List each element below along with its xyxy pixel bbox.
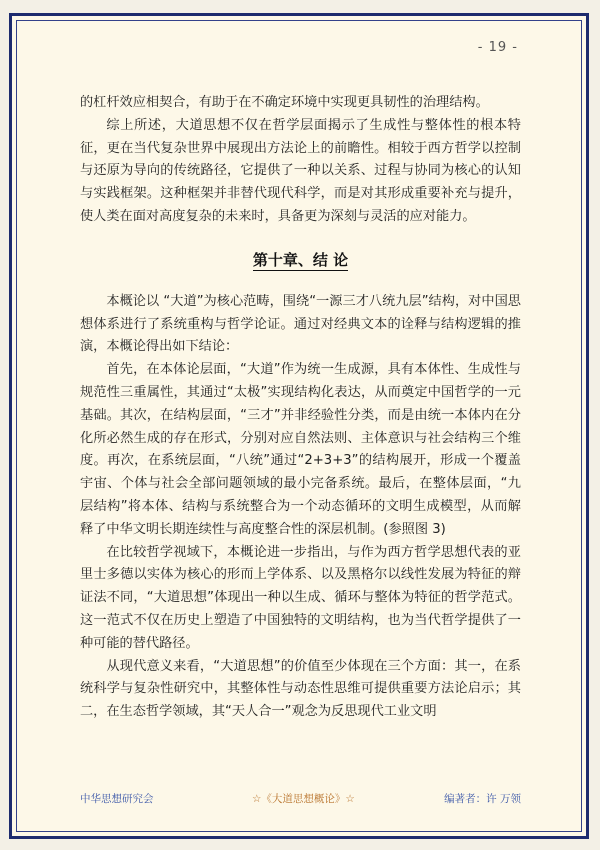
page-body bbox=[80, 92, 521, 724]
footer-book-title: ☆《大道思想概论》☆ bbox=[252, 793, 355, 805]
chapter-title: 第十章、结 论 bbox=[252, 250, 349, 269]
paragraph-4: 从现代意义来看，“大道思想”的价值至少体现在三个方面：其一，在系统科学与复杂性研究中，其整体性与动态性思维可提供重要方法论启示；其二，在生态哲学领域，其“天人合一”观念为反思现代工业文明 bbox=[80, 658, 521, 720]
footer-organization: 中华思想研究会 bbox=[80, 793, 154, 805]
chapter-heading bbox=[80, 249, 521, 271]
paragraph-2: 首先，在本体论层面，“大道”作为统一生成源，具有本体性、生成性与规范性三重属性，其通过“太极”实现结构化表达，从而奠定中国哲学的一元基础。其次，在结构层面，“三才”并非经验性分类，而是由统一本体内在分化所必然生成的存在形式，分别对应自然法则、主体意识与社会结构三个维度。再次，在系统层面，“八统”通过“2+3+3”的结构展开，形成一个覆盖宇宙、个体与社会全部问题领域的最小完备系统。最后，在整体层面，“九层结构”将本体、结构与系统整合为一个动态循环的文明生成模型，从而解释了中华文明长期连续性与高度整合性的深层机制。(参照图 3) bbox=[80, 362, 521, 537]
page-footer bbox=[80, 791, 521, 809]
paragraph-3: 在比较哲学视域下，本概论进一步指出，与作为西方哲学思想代表的亚里士多德以实体为核心的形而上学体系、以及黑格尔以线性发展为特征的辩证法不同，“大道思想”体现出一种以生成、循环与整体为特征的哲学范式。这一范式不仅在历史上塑造了中国独特的文明结构，也为当代哲学提供了一种可能的替代路径。 bbox=[80, 544, 521, 651]
footer-author: 编著者：许 万领 bbox=[444, 793, 521, 805]
page-number: - 19 - bbox=[477, 40, 518, 55]
intro-fragment: 的杠杆效应相契合，有助于在不确定环境中实现更具韧性的治理结构。 bbox=[80, 95, 489, 110]
paragraph-1: 本概论以 “大道”为核心范畴，围绕“一源三才八统九层”结构，对中国思想体系进行了系统重构与哲学论证。通过对经典文本的诠释与结构逻辑的推演，本概论得出如下结论： bbox=[80, 293, 521, 355]
summary-paragraph: 综上所述，大道思想不仅在哲学层面揭示了生成性与整体性的根本特征，更在当代复杂世界中展现出方法论上的前瞻性。相较于西方哲学以控制与还原为导向的传统路径，它提供了一种以关系、过程与协同为核心的认知与实践框架。这种框架并非替代现代科学，而是对其形成重要补充与提升，使人类在面对高度复杂的未来时，具备更为深刻与灵活的应对能力。 bbox=[80, 117, 521, 224]
